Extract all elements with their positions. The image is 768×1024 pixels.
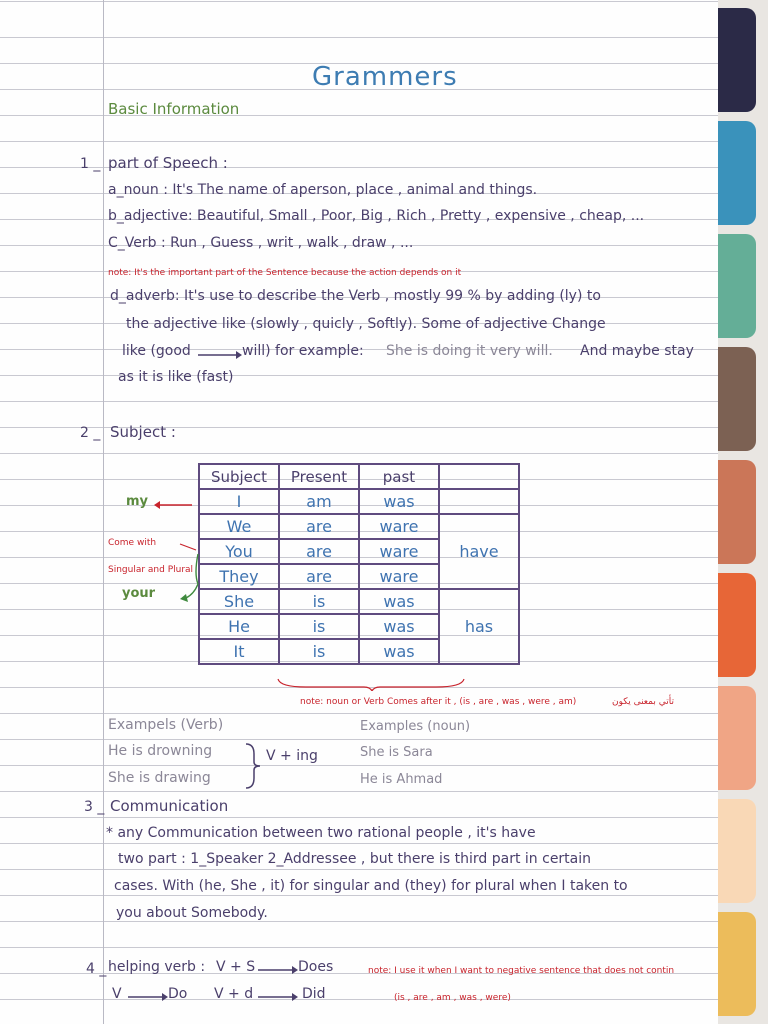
table-row [199, 514, 519, 539]
header-present: Present [279, 464, 359, 489]
adverb-line-1: d_adverb: It's use to describe the Verb , mostly 99 % by adding (ly) to [110, 288, 601, 304]
adjective-line: b_adjective: Beautiful, Small , Poor, Big , Rich , Pretty , expensive , cheap, ... [108, 208, 645, 224]
my-label: my [126, 494, 149, 509]
adverb-line-3d: And maybe stay [580, 343, 694, 359]
adverb-line-4: as it is like (fast) [118, 369, 234, 385]
section-2-number: 2 _ [80, 425, 101, 441]
section-1-number: 1 _ [80, 156, 101, 172]
brace-icon [276, 677, 466, 691]
cell-blank [439, 489, 519, 514]
arrow-left-icon [154, 498, 194, 512]
cell-past: was [359, 639, 439, 664]
communication-line-4: you about Somebody. [116, 905, 268, 921]
section-tabs [718, 0, 768, 1024]
cell-past: was [359, 614, 439, 639]
section-3-number: 3 _ [84, 799, 105, 815]
example-verb-1: He is drowning [108, 743, 213, 759]
subject-table [198, 463, 520, 665]
tab-1[interactable] [718, 8, 756, 112]
cell-subject: They [199, 564, 279, 589]
arrow-right-icon [196, 347, 242, 361]
cell-present: are [279, 564, 359, 589]
cell-past: was [359, 589, 439, 614]
cell-present: is [279, 639, 359, 664]
cell-subject: She [199, 589, 279, 614]
arrow-right-icon [256, 991, 298, 1003]
margin-line [103, 0, 104, 1024]
helping-verb-title: helping verb : [108, 959, 206, 975]
adverb-example: She is doing it very will. [386, 343, 553, 359]
adverb-line-3a: like (good [122, 343, 191, 359]
does-label: Does [298, 959, 334, 975]
noun-line: a_noun : It's The name of aperson, place , animal and things. [108, 182, 538, 198]
communication-line-3: cases. With (he, She , it) for singular and (they) for plural when I taken to [114, 878, 628, 894]
note-noun-verb: note: noun or Verb Comes after it , (is , are , was , were , am) [300, 697, 577, 707]
note-be-verbs: (is , are , am , was , were) [394, 993, 511, 1003]
arrow-right-icon [126, 991, 168, 1003]
page-title: Grammers [312, 62, 458, 92]
example-noun-1: She is Sara [360, 745, 433, 760]
cell-present: are [279, 539, 359, 564]
cell-past: was [359, 489, 439, 514]
your-label: your [122, 586, 156, 601]
tab-2[interactable] [718, 121, 756, 225]
come-with-label: Come with [108, 538, 157, 548]
cell-past: ware [359, 564, 439, 589]
cell-subject: We [199, 514, 279, 539]
section-4-number: 4 _ [86, 961, 107, 977]
tab-3[interactable] [718, 234, 756, 338]
table-row [199, 489, 519, 514]
curly-brace-icon [244, 742, 262, 790]
section-1-title: part of Speech : [108, 154, 228, 172]
cell-present: am [279, 489, 359, 514]
cell-subject: It [199, 639, 279, 664]
header-past: past [359, 464, 439, 489]
arrow-right-icon [256, 964, 298, 976]
cell-subject: I [199, 489, 279, 514]
tab-9[interactable] [718, 912, 756, 1016]
cell-present: is [279, 614, 359, 639]
communication-line-2: two part : 1_Speaker 2_Addressee , but there is third part in certain [118, 851, 592, 867]
cell-have: have [439, 514, 519, 589]
tab-8[interactable] [718, 799, 756, 903]
bracket-icon [176, 540, 202, 606]
verb-line: C_Verb : Run , Guess , writ , walk , draw , ... [108, 235, 414, 251]
cell-subject: You [199, 539, 279, 564]
cell-subject: He [199, 614, 279, 639]
table-row [199, 589, 519, 614]
example-verb-2: She is drawing [108, 770, 211, 786]
tab-6[interactable] [718, 573, 756, 677]
v-s-label: V + S [216, 959, 256, 975]
header-subject: Subject [199, 464, 279, 489]
section-3-title: Communication [110, 797, 229, 815]
cell-past: ware [359, 514, 439, 539]
tab-4[interactable] [718, 347, 756, 451]
examples-verb-title: Exampels (Verb) [108, 717, 224, 733]
note-negative: note: I use it when I want to negative sentence that does not contin [368, 966, 675, 976]
v-d-label: V + d [214, 986, 254, 1002]
adverb-line-2: the adjective like (slowly , quicly , Softly). Some of adjective Change [126, 316, 606, 332]
note-arabic: تأتي بمعنى يكون [612, 697, 674, 707]
adverb-line-3b: will) for example: [242, 343, 364, 359]
tab-5[interactable] [718, 460, 756, 564]
cell-present: is [279, 589, 359, 614]
table-header-row [199, 464, 519, 489]
examples-noun-title: Examples (noun) [360, 719, 471, 734]
v-ing-label: V + ing [266, 748, 318, 764]
example-noun-2: He is Ahmad [360, 772, 443, 787]
section-heading: Basic Information [108, 100, 240, 118]
did-label: Did [302, 986, 326, 1002]
cell-past: ware [359, 539, 439, 564]
cell-has: has [439, 589, 519, 664]
section-2-title: Subject : [110, 423, 176, 441]
v-label: V [112, 986, 122, 1002]
tab-7[interactable] [718, 686, 756, 790]
cell-present: are [279, 514, 359, 539]
header-empty [439, 464, 519, 489]
communication-line-1: * any Communication between two rational people , it's have [106, 825, 536, 841]
singular-plural-label: Singular and Plural [108, 565, 194, 575]
note-important: note: It's the important part of the Sentence because the action depends on it [108, 268, 462, 278]
do-label: Do [168, 986, 188, 1002]
